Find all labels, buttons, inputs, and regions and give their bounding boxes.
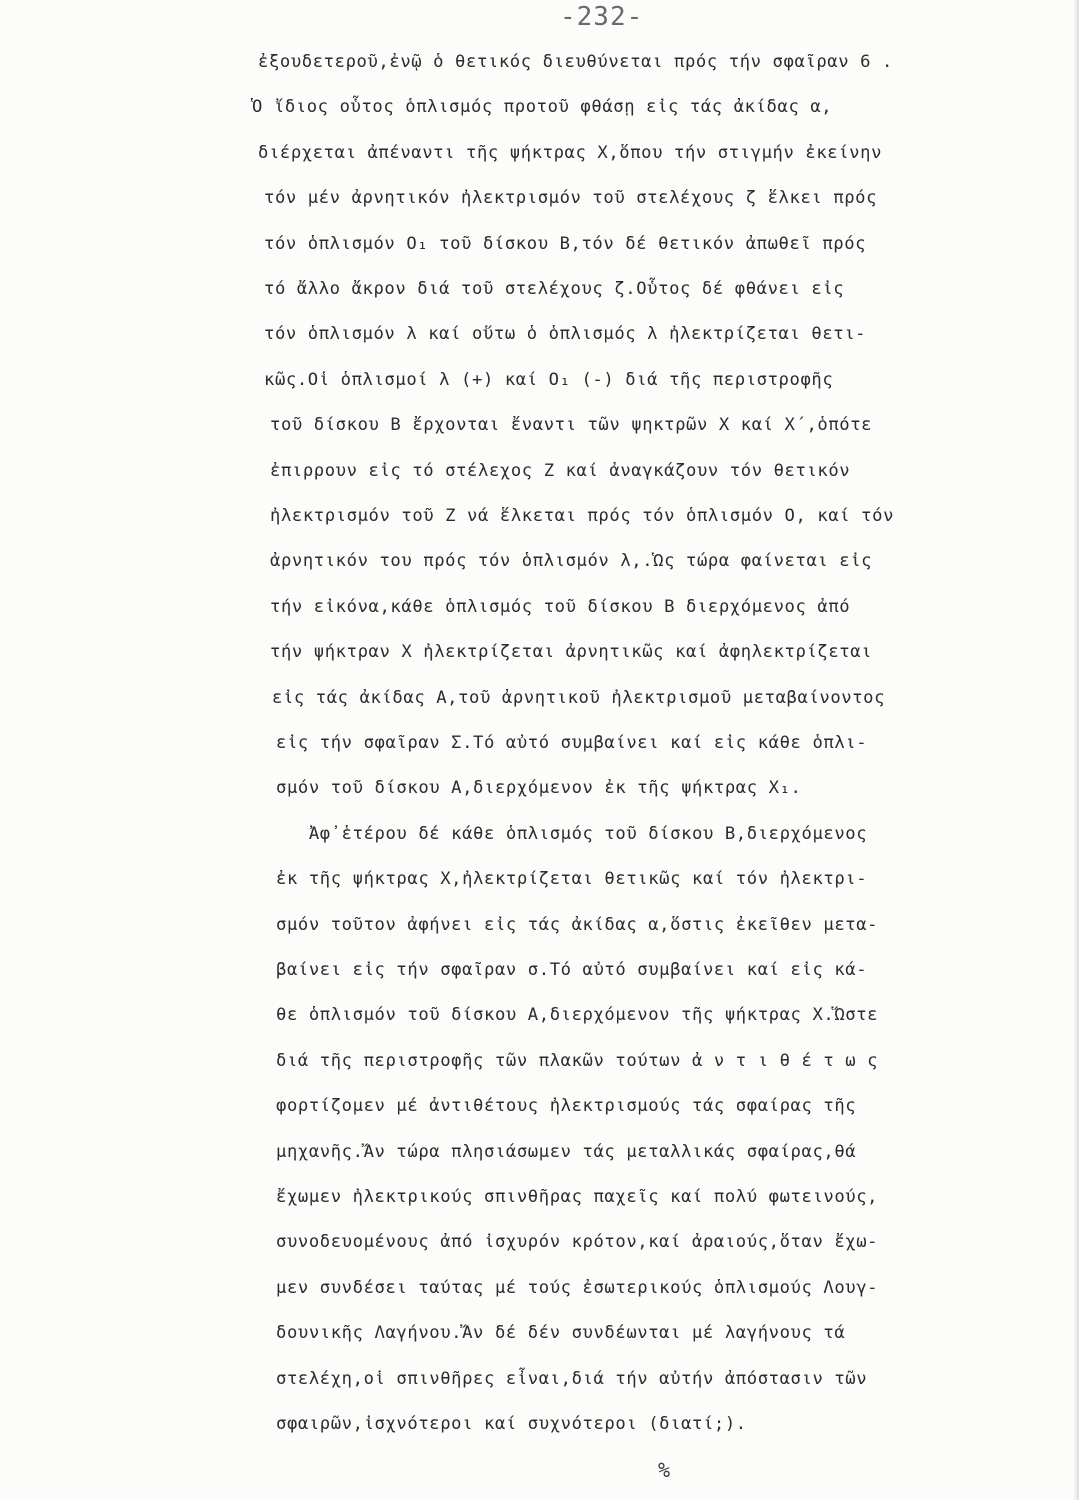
text-line: ἀρνητικόν του πρός τόν ὁπλισμόν λ,.Ὡς τώρα φαίνεται εἰς [270,551,873,572]
text-line: ἐξουδετεροῦ,ἐνῷ ὁ θετικός διευθύνεται πρός τήν σφαῖραν 6 . [258,52,893,72]
text-line: τόν ὁπλισμόν Ο₁ τοῦ δίσκου Β,τόν δέ θετικόν ἀπωθεῖ πρός [264,233,867,254]
text-line: διά τῆς περιστροφῆς τῶν πλακῶν τούτων ἀ ν τ ι θ έ τ ω ς [276,1050,879,1071]
text-line: θε ὁπλισμόν τοῦ δίσκου Α,διερχόμενον τῆς ψήκτρας Χ.Ὥστε [276,1005,879,1026]
text-line: τό ἄλλο ἄκρον διά τοῦ στελέχους ζ.Οὗτος δέ φθάνει εἰς [264,279,845,299]
text-line: ἔχωμεν ἠλεκτρικούς σπινθῆρας παχεῖς καί πολύ φωτεινούς, [276,1187,879,1207]
text-line: ἠλεκτρισμόν τοῦ Ζ νά ἕλκεται πρός τόν ὁπλισμόν Ο, καί τόν [270,506,895,526]
text-line: εἰς τήν σφαῖραν Σ.Τό αὐτό συμβαίνει καί εἰς κάθε ὁπλι- [276,733,868,753]
text-line: σμόν τοῦ δίσκου Α,διερχόμενον ἐκ τῆς ψήκτρας Χ₁. [276,778,802,799]
text-line: Ὁ ἴδιος οὗτος ὁπλισμός προτοῦ φθάσῃ εἰς τάς ἀκίδας α, [252,97,833,118]
text-line: ἐπιρρουν εἰς τό στέλεχος Ζ καί ἀναγκάζουν τόν θετικόν [270,460,851,481]
text-line: βαίνει εἰς τήν σφαῖραν σ.Τό αὐτό συμβαίνει καί εἰς κά- [276,960,868,980]
text-line: διέρχεται ἀπέναντι τῆς ψήκτρας Χ,ὅπου τήν στιγμήν ἐκείνην [258,142,883,163]
text-line: στελέχη,οἱ σπινθῆρες εἶναι,διά τήν αὐτήν ἀπόστασιν τῶν [276,1368,868,1389]
text-line: μηχανῆς.Ἄν τώρα πλησιάσωμεν τάς μεταλλικάς σφαίρας,θά [276,1141,857,1162]
page-number: -232- [560,2,644,32]
text-line: τήν εἰκόνα,κάθε ὁπλισμός τοῦ δίσκου Β διερχόμενος ἀπό [270,596,851,617]
text-line: σμόν τοῦτον ἀφήνει εἰς τάς ἀκίδας α,ὅστις ἐκεῖθεν μετα- [276,914,879,935]
footer-mark: % [658,1458,671,1482]
text-line: Ἀφ᾿ἑτέρου δέ κάθε ὁπλισμός τοῦ δίσκου Β,διερχόμενος [276,823,868,844]
text-line: τήν ψήκτραν Χ ἠλεκτρίζεται ἀρνητικῶς καί ἀφηλεκτρίζεται [270,642,873,663]
text-line: κῶς.Οἱ ὁπλισμοί λ (+) καί Ο₁ (-) διά τῆς περιστροφῆς [264,369,834,390]
text-line: τοῦ δίσκου Β ἔρχονται ἔναντι τῶν ψηκτρῶν Χ καί Χ΄,ὁπότε [270,415,873,436]
text-line: μεν συνδέσει ταύτας μέ τούς ἐσωτερικούς ὁπλισμούς Λουγ- [276,1277,879,1298]
text-line: δουνικῆς Λαγήνου.Ἄν δέ δέν συνδέωνται μέ λαγήνους τά [276,1323,846,1344]
page-edge-shadow [1073,0,1079,1500]
text-line: ἐκ τῆς ψήκτρας Χ,ἠλεκτρίζεται θετικῶς καί τόν ἠλεκτρι- [276,869,868,890]
text-line: τόν μέν ἀρνητικόν ἠλεκτρισμόν τοῦ στελέχους ζ ἕλκει πρός [264,188,878,209]
text-line: συνοδευομένους ἀπό ἰσχυρόν κρότον,καί ἀραιούς,ὅταν ἔχω- [276,1232,879,1253]
text-line: φορτίζομεν μέ ἀντιθέτους ἠλεκτρισμούς τάς σφαίρας τῆς [276,1096,857,1117]
text-line: τόν ὁπλισμόν λ καί οὕτω ὁ ὁπλισμός λ ἠλεκτρίζεται θετι- [264,324,867,345]
text-line: εἰς τάς ἀκίδας Α,τοῦ ἀρνητικοῦ ἠλεκτρισμοῦ μεταβαίνοντος [272,687,886,708]
text-line: σφαιρῶν,ἰσχνότεροι καί συχνότεροι (διατί;). [276,1414,747,1434]
